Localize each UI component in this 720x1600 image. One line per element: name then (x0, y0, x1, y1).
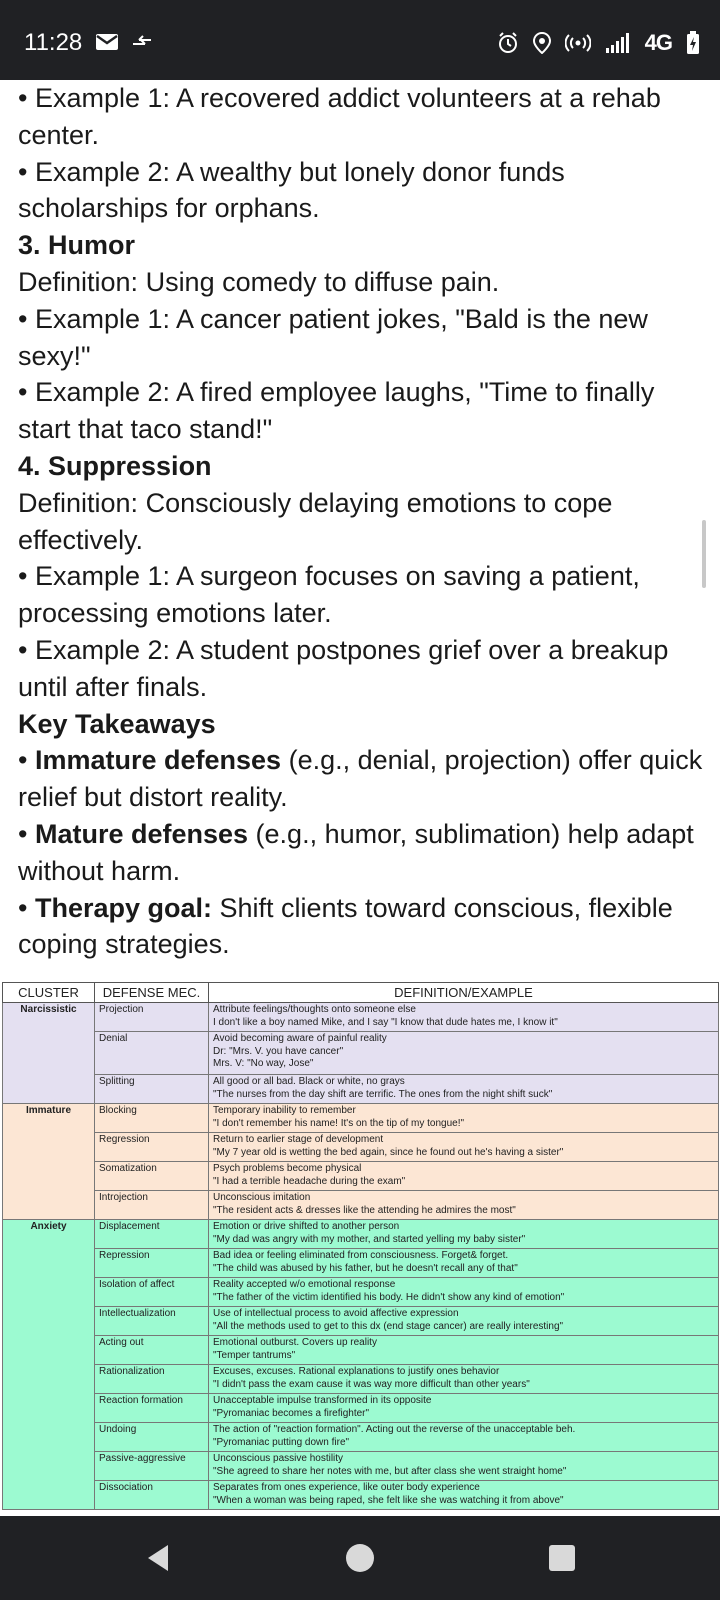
definition-cell: Unconscious passive hostility "She agreed to share her notes with me, but after class she went straight home" (209, 1452, 719, 1481)
gmail-icon (95, 32, 119, 57)
back-button[interactable] (140, 1540, 176, 1576)
example-text: • Example 1: A surgeon focuses on saving a patient, processing emotions later. (18, 561, 640, 629)
definition-cell: The action of "reaction formation". Acting out the reverse of the unacceptable beh. "Pyromaniac putting down fire" (209, 1423, 719, 1452)
definition-cell: All good or all bad. Black or white, no grays "The nurses from the day shift are terrific. The ones from the night shift suck" (209, 1075, 719, 1104)
takeaway-item: • Immature defenses (e.g., denial, projection) offer quick relief but distort reality. (18, 745, 703, 813)
mechanism-cell: Blocking (95, 1104, 209, 1133)
mechanism-cell: Regression (95, 1133, 209, 1162)
table-row (3, 1278, 719, 1307)
back-icon (144, 1543, 172, 1573)
status-bar (0, 0, 720, 80)
alarm-icon (497, 32, 519, 54)
takeaway-item: • Mature defenses (e.g., humor, sublimation) help adapt without harm. (18, 818, 694, 886)
scrollbar[interactable] (702, 520, 706, 588)
definition-cell: Attribute feelings/thoughts onto someone else I don't like a boy named Mike, and I say "I know that dude hates me, I know it" (209, 1003, 719, 1032)
takeaway-item: • Therapy goal: Shift clients toward conscious, flexible coping strategies. (18, 892, 673, 960)
takeaway-text: (e.g., humor, sublimation) help adapt without harm. (18, 818, 694, 886)
cluster-cell: Narcissistic (3, 1003, 95, 1104)
table-row (3, 1075, 719, 1104)
network-type: 4G (644, 30, 672, 55)
example-text: • Example 1: A cancer patient jokes, "Bald is the new sexy!" (18, 303, 648, 371)
defense-mechanism-table (2, 982, 719, 1510)
definition-cell: Reality accepted w/o emotional response "The father of the victim identified his body. He didn't show any kind of emotion" (209, 1278, 719, 1307)
mechanism-cell: Acting out (95, 1336, 209, 1365)
mechanism-cell: Somatization (95, 1162, 209, 1191)
clock: 11:28 (24, 29, 83, 56)
definition-cell: Return to earlier stage of development "My 7 year old is wetting the bed again, since he found out he's having a sister" (209, 1133, 719, 1162)
mechanism-cell: Reaction formation (95, 1394, 209, 1423)
mechanism-cell: Displacement (95, 1220, 209, 1249)
table-row (3, 1220, 719, 1249)
definition-text: Definition: Using comedy to diffuse pain. (18, 266, 500, 297)
home-button[interactable] (342, 1540, 378, 1576)
table-row (3, 1191, 719, 1220)
home-icon (345, 1543, 375, 1573)
hotspot-icon (565, 32, 591, 54)
signal-icon (605, 32, 631, 54)
section-heading: 4. Suppression (18, 450, 212, 481)
table-row (3, 1307, 719, 1336)
definition-cell: Use of intellectual process to avoid affective expression "All the methods used to get to this dx (end stage cancer) are really interesting" (209, 1307, 719, 1336)
mechanism-cell: Undoing (95, 1423, 209, 1452)
definition-text: Definition: Consciously delaying emotions to cope effectively. (18, 487, 613, 555)
definition-cell: Emotion or drive shifted to another person "My dad was angry with my mother, and started yelling my baby sister" (209, 1220, 719, 1249)
mechanism-cell: Isolation of affect (95, 1278, 209, 1307)
definition-cell: Emotional outburst. Covers up reality "Temper tantrums" (209, 1336, 719, 1365)
table-row (3, 1032, 719, 1075)
section-heading: 3. Humor (18, 230, 136, 261)
definition-cell: Excuses, excuses. Rational explanations to justify ones behavior "I didn't pass the exam cause it was way more difficult than other years" (209, 1365, 719, 1394)
takeaway-bold: Therapy goal: (34, 892, 212, 923)
header-definition-example: DEFINITION/EXAMPLE (209, 983, 719, 1003)
table-row (3, 1249, 719, 1278)
mechanism-cell: Introjection (95, 1191, 209, 1220)
definition-cell: Psych problems become physical "I had a terrible headache during the exam" (209, 1162, 719, 1191)
recents-button[interactable] (544, 1540, 580, 1576)
mechanism-cell: Splitting (95, 1075, 209, 1104)
definition-cell: Avoid becoming aware of painful reality Dr: "Mrs. V. you have cancer" Mrs. V: "No way, Jose" (209, 1032, 719, 1075)
data-arrows-icon (131, 33, 153, 56)
navigation-bar (0, 1516, 720, 1600)
mechanism-cell: Dissociation (95, 1481, 209, 1510)
definition-cell: Temporary inability to remember "I don't remember his name! It's on the tip of my tongue!" (209, 1104, 719, 1133)
example-text: • Example 2: A fired employee laughs, "Time to finally start that taco stand!" (18, 377, 655, 445)
table-header-row (3, 983, 719, 1003)
table-row (3, 1481, 719, 1510)
table-row (3, 1162, 719, 1191)
recents-icon (548, 1544, 576, 1572)
cluster-cell: Anxiety (3, 1220, 95, 1510)
table-row (3, 1003, 719, 1032)
table-row (3, 1452, 719, 1481)
takeaway-bold: Mature defenses (34, 818, 249, 849)
table-row (3, 1365, 719, 1394)
definition-cell: Unconscious imitation "The resident acts & dresses like the attending he admires the most" (209, 1191, 719, 1220)
battery-icon (686, 31, 700, 55)
table-row (3, 1394, 719, 1423)
definition-cell: Unacceptable impulse transformed in its opposite "Pyromaniac becomes a firefighter" (209, 1394, 719, 1423)
table-row (3, 1423, 719, 1452)
takeaway-text: Shift clients toward conscious, flexible coping strategies. (18, 892, 673, 960)
table-row (3, 1104, 719, 1133)
cluster-cell: Immature (3, 1104, 95, 1220)
article-body (18, 80, 708, 963)
definition-cell: Separates from ones experience, like outer body experience "When a woman was being raped, she felt like she was watching it from above" (209, 1481, 719, 1510)
mechanism-cell: Repression (95, 1249, 209, 1278)
example-text: • Example 1: A recovered addict volunteers at a rehab center. (18, 83, 661, 150)
header-cluster: CLUSTER (3, 983, 95, 1003)
example-text: • Example 2: A wealthy but lonely donor funds scholarships for orphans. (18, 156, 565, 224)
defense-mechanism-table-image[interactable] (0, 982, 720, 1516)
mechanism-cell: Passive-aggressive (95, 1452, 209, 1481)
mechanism-cell: Projection (95, 1003, 209, 1032)
location-icon (533, 32, 551, 54)
takeaway-text: (e.g., denial, projection) offer quick relief but distort reality. (18, 745, 703, 813)
table-row (3, 1336, 719, 1365)
mechanism-cell: Intellectualization (95, 1307, 209, 1336)
section-heading: Key Takeaways (18, 708, 216, 739)
table-row (3, 1133, 719, 1162)
mechanism-cell: Denial (95, 1032, 209, 1075)
header-defense-mechanism: DEFENSE MEC. (95, 983, 209, 1003)
takeaway-bold: Immature defenses (34, 745, 282, 776)
mechanism-cell: Rationalization (95, 1365, 209, 1394)
definition-cell: Bad idea or feeling eliminated from consciousness. Forget& forget. "The child was abused by his father, but he doesn't recall any of that" (209, 1249, 719, 1278)
example-text: • Example 2: A student postpones grief over a breakup until after finals. (18, 634, 669, 702)
